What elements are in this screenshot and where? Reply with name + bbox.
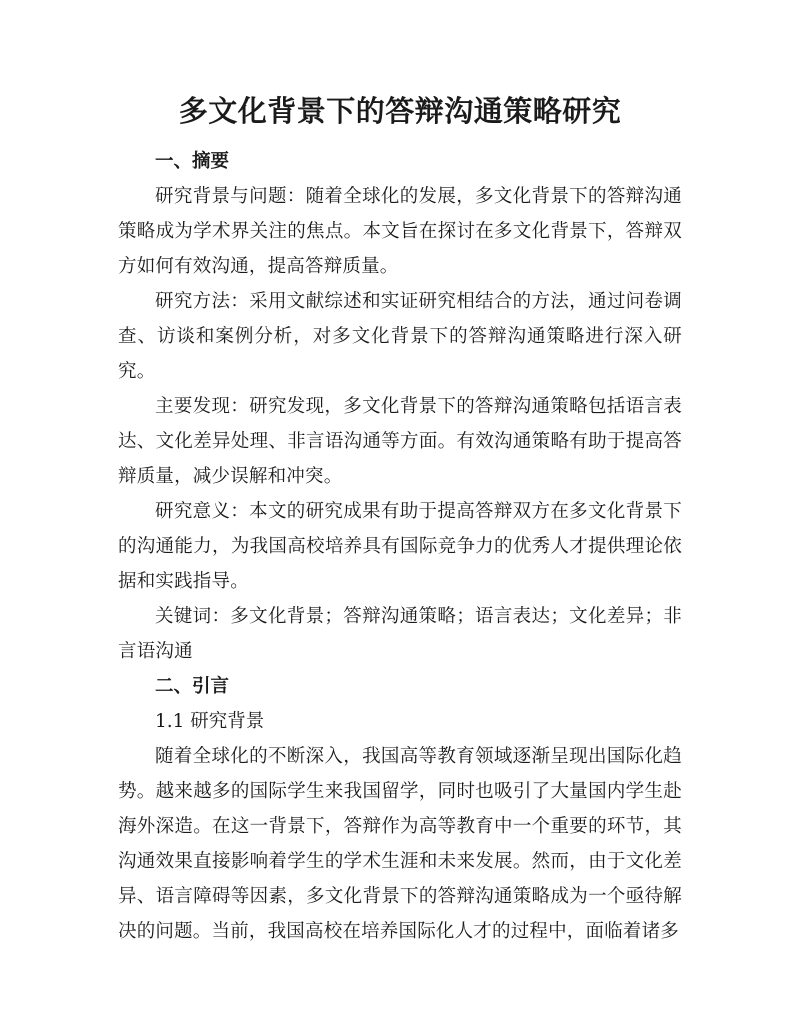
document-title: 多文化背景下的答辩沟通策略研究 [178, 94, 622, 128]
research-background-subheading: 1.1 研究背景 [155, 711, 265, 732]
abstract-methods-paragraph: 研究方法：采用文献综述和实证研究相结合的方法，通过问卷调查、访谈和案例分析，对多文化背景下的答辩沟通策略进行深入研究。 [118, 291, 682, 382]
introduction-heading: 二、引言 [155, 676, 230, 697]
abstract-significance-paragraph: 研究意义：本文的研究成果有助于提高答辩双方在多文化背景下的沟通能力，为我国高校培养具有国际竞争力的优秀人才提供理论依据和实践指导。 [118, 501, 682, 592]
keywords-paragraph: 关键词：多文化背景；答辩沟通策略；语言表达；文化差异；非言语沟通 [118, 606, 682, 662]
research-background-paragraph: 随着全球化的不断深入，我国高等教育领域逐渐呈现出国际化趋势。越来越多的国际学生来我国留学，同时也吸引了大量国内学生赴海外深造。在这一背景下，答辩作为高等教育中一个重要的环节，其沟通效果直接影响着学生的学术生涯和未来发展。然而，由于文化差异、语言障碍等因素，多文化背景下的答辩沟通策略成为一个亟待解决的问题。当前，我国高校在培养国际化人才的过程中，面临着诸多 [118, 746, 682, 942]
abstract-background-paragraph: 研究背景与问题：随着全球化的发展，多文化背景下的答辩沟通策略成为学术界关注的焦点。本文旨在探讨在多文化背景下，答辩双方如何有效沟通，提高答辩质量。 [118, 186, 682, 277]
abstract-heading: 一、摘要 [155, 151, 230, 172]
abstract-findings-paragraph: 主要发现：研究发现，多文化背景下的答辩沟通策略包括语言表达、文化差异处理、非言语沟通等方面。有效沟通策略有助于提高答辩质量，减少误解和冲突。 [118, 396, 682, 487]
